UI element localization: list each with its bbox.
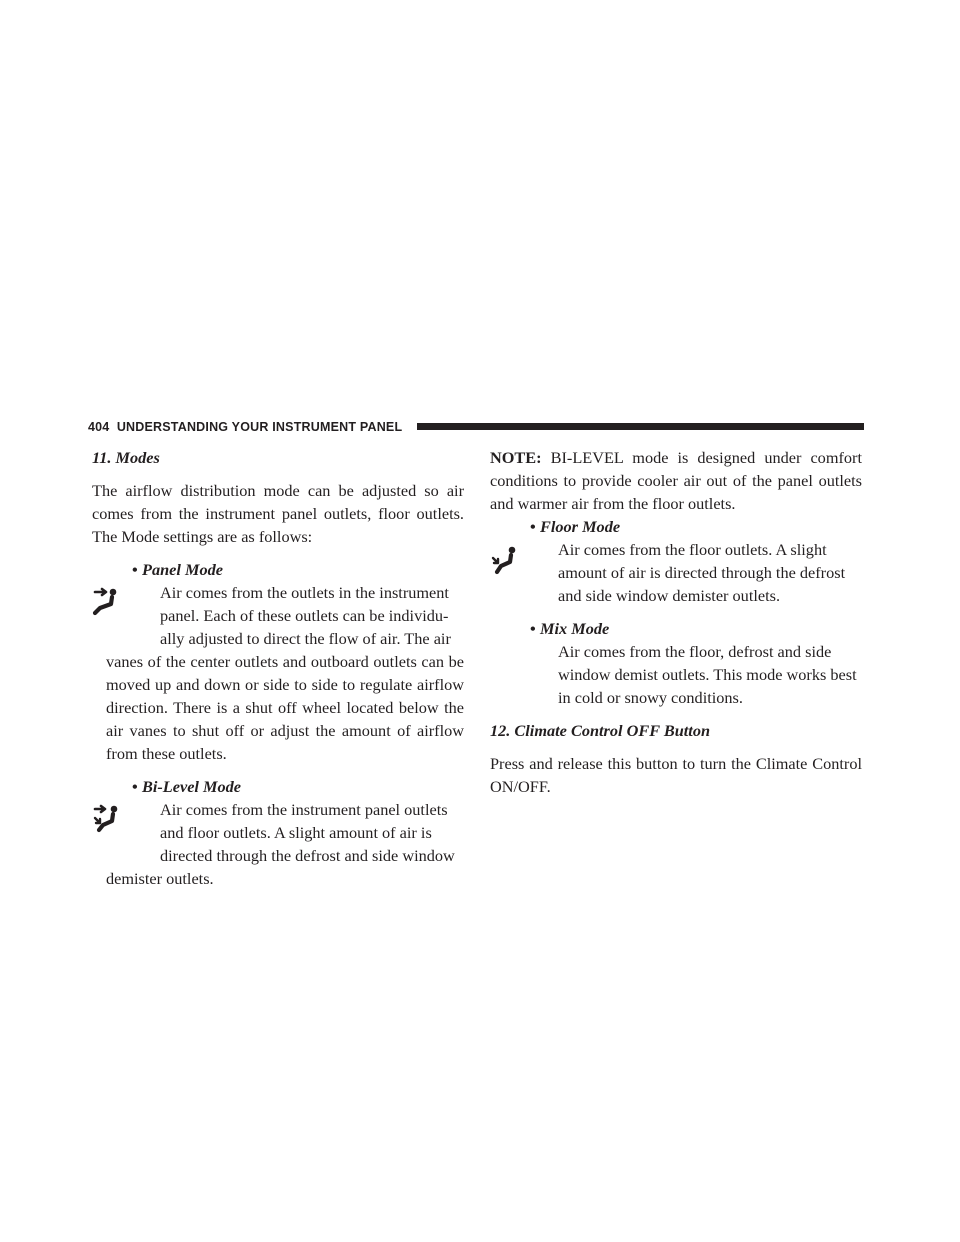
- floor-mode-block: [490, 538, 862, 607]
- panel-mode-title: • Panel Mode: [132, 560, 223, 579]
- page-header: [86, 417, 864, 439]
- header-rule: [417, 423, 864, 430]
- bilevel-note: [490, 446, 862, 515]
- mix-mode-line2: window demist outlets. This mode works best: [558, 665, 857, 684]
- note-label: NOTE:: [490, 448, 542, 467]
- climate-off-body: Press and release this button to turn the Climate Control ON/OFF.: [490, 754, 862, 796]
- floor-mode-line1: Air comes from the floor outlets. A slight: [558, 540, 827, 559]
- panel-mode-icon: [92, 587, 122, 617]
- bilevel-mode-block: [92, 798, 464, 890]
- panel-mode-line3: ally adjusted to direct the flow of air. The air: [160, 629, 451, 648]
- bilevel-mode-title: • Bi-Level Mode: [132, 777, 242, 796]
- mix-mode-line3: in cold or snowy conditions.: [558, 688, 743, 707]
- bilevel-mode-line1: Air comes from the instrument panel outlets: [160, 800, 448, 819]
- note-text: BI-LEVEL mode is designed under comfort conditions to provide cooler air out of the panel outlets and warmer air from the floor outlets.: [490, 448, 862, 513]
- bilevel-mode-icon: [92, 804, 124, 834]
- bilevel-mode-rest: demister outlets.: [106, 869, 214, 888]
- panel-mode-line1: Air comes from the outlets in the instrument: [160, 583, 449, 602]
- mix-mode-title: • Mix Mode: [530, 619, 610, 638]
- bilevel-mode-line2: and floor outlets. A slight amount of air is: [160, 823, 432, 842]
- panel-mode-rest: vanes of the center outlets and outboard outlets can be moved up and down or side to side to regulate airflow direction. There is a shut off wheel located below the air vanes to shut off or adjust the amount of airflow from these outlets.: [106, 652, 464, 763]
- left-column: [92, 446, 464, 890]
- modes-heading: 11. Modes: [92, 448, 160, 467]
- floor-mode-title: • Floor Mode: [530, 517, 621, 536]
- floor-mode-line3: and side window demister outlets.: [558, 586, 781, 605]
- right-column: [490, 446, 862, 798]
- panel-mode-block: [92, 581, 464, 765]
- floor-mode-icon: [490, 546, 522, 576]
- modes-intro: The airflow distribution mode can be adjusted so air comes from the instrument panel outlets, floor outlets. The Mode settings are as follows:: [92, 481, 464, 546]
- climate-off-heading: 12. Climate Control OFF Button: [490, 721, 711, 740]
- floor-mode-line2: amount of air is directed through the defrost: [558, 563, 846, 582]
- page-header-text: 404 UNDERSTANDING YOUR INSTRUMENT PANEL: [88, 420, 403, 434]
- panel-mode-line2: panel. Each of these outlets can be individu-: [160, 606, 449, 625]
- mix-mode-line1: Air comes from the floor, defrost and side: [558, 642, 832, 661]
- mix-mode-block: [490, 640, 862, 709]
- bilevel-mode-line3: directed through the defrost and side window: [160, 846, 455, 865]
